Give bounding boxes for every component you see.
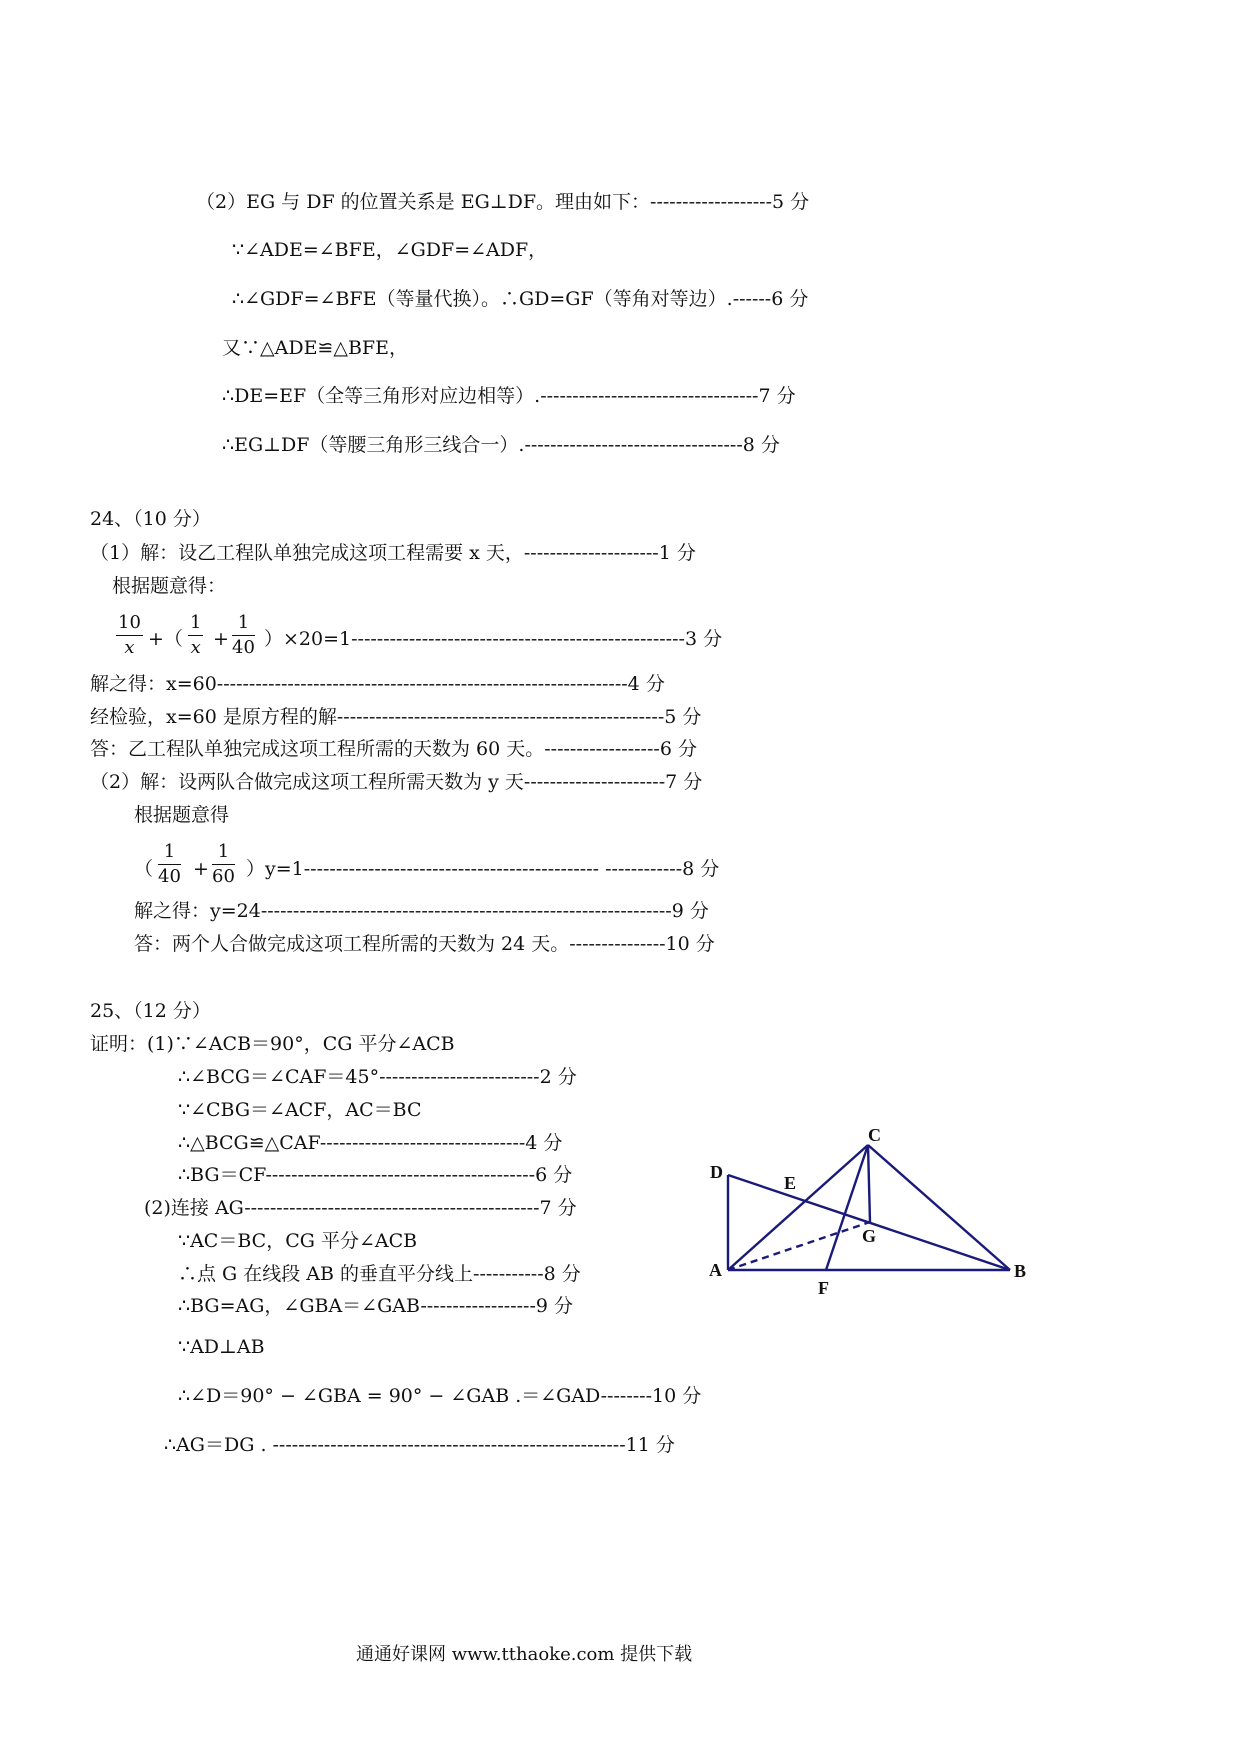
q24-header: 24、（10 分） — [90, 508, 211, 530]
q25-line-5: ∴BG＝CF------------------------------------------6 分 — [178, 1164, 573, 1186]
q25-header: 25、（12 分） — [90, 1000, 211, 1022]
q24-line-2: 根据题意得： — [112, 575, 227, 597]
q24-eq2-open: （ — [134, 858, 154, 880]
q24-line-8: 解之得：y=24----------------------------------------------------------------9 分 — [134, 900, 709, 922]
q24-eq1-frac-2-den: x — [190, 637, 201, 658]
label-e: E — [784, 1173, 797, 1193]
q24-eq1-frac-1 — [116, 614, 143, 657]
q23-line-6: ∴EG⊥DF（等腰三角形三线合一）.----------------------------------8 分 — [222, 434, 780, 456]
q24-eq2-frac-2-num: 1 — [212, 843, 235, 865]
segment-ag-dashed — [728, 1222, 870, 1270]
q24-eq1-frac-3 — [232, 614, 255, 657]
q24-line-1: （1）解：设乙工程队单独完成这项工程需要 x 天，---------------------1 分 — [90, 542, 696, 564]
q24-eq2-frac-1 — [158, 843, 181, 886]
figure-lines — [728, 1145, 1010, 1270]
label-d: D — [710, 1162, 723, 1182]
q23-line-5: ∴DE=EF（全等三角形对应边相等）.----------------------------------7 分 — [222, 385, 796, 407]
q24-eq2-plus: + — [193, 858, 209, 880]
segment-cg — [868, 1145, 870, 1222]
q25-line-11: ∴∠D＝90° − ∠GBA = 90° − ∠GAB .＝∠GAD--------10 分 — [178, 1385, 702, 1407]
q25-line-3: ∵∠CBG＝∠ACF，AC＝BC — [178, 1099, 422, 1121]
q24-line-6: （2）解：设两队合做完成这项工程所需天数为 y 天----------------------7 分 — [90, 771, 703, 793]
q24-eq2-frac-1-num: 1 — [158, 843, 181, 865]
q24-eq1-frac-2 — [188, 614, 203, 657]
q23-line-2: ∵∠ADE=∠BFE，∠GDF=∠ADF， — [232, 239, 548, 261]
q24-line-5: 答：乙工程队单独完成这项工程所需的天数为 60 天。------------------6 分 — [90, 738, 697, 760]
q24-eq1-plus-2: + — [213, 628, 229, 650]
label-c: C — [868, 1125, 881, 1145]
q25-line-8: ∴点 G 在线段 AB 的垂直平分线上-----------8 分 — [178, 1263, 581, 1285]
label-f: F — [818, 1278, 829, 1298]
label-b: B — [1014, 1261, 1027, 1281]
q23-line-4: 又∵△ADE≌△BFE， — [222, 337, 408, 359]
q24-eq1-tail: ）×20=1----------------------------------------------------3 分 — [264, 628, 723, 650]
q25-line-1: 证明：(1)∵∠ACB＝90°，CG 平分∠ACB — [90, 1033, 455, 1055]
q23-line-3: ∴∠GDF=∠BFE（等量代换）。∴GD=GF（等角对等边）.------6 分 — [232, 288, 809, 310]
q24-eq2-frac-2-den: 60 — [212, 866, 235, 887]
q24-eq1-frac-1-num: 10 — [116, 614, 143, 636]
q25-line-10: ∵AD⊥AB — [178, 1336, 265, 1358]
geometry-figure — [700, 1105, 1060, 1305]
label-a: A — [709, 1260, 722, 1280]
q24-line-4: 经检验，x=60 是原方程的解---------------------------------------------------5 分 — [90, 706, 702, 728]
q24-eq2-tail: ）y=1---------------------------------------------- ------------8 分 — [246, 858, 720, 880]
q25-line-7: ∵AC＝BC，CG 平分∠ACB — [178, 1230, 418, 1252]
segment-bc — [868, 1145, 1010, 1270]
q24-line-9: 答：两个人合做完成这项工程所需的天数为 24 天。---------------10 分 — [134, 933, 715, 955]
q23-line-1: （2）EG 与 DF 的位置关系是 EG⊥DF。理由如下：-------------------5 分 — [196, 191, 810, 213]
q24-eq2-frac-2 — [212, 843, 235, 886]
q24-eq1-frac-2-num: 1 — [188, 614, 203, 636]
label-g: G — [862, 1226, 877, 1246]
q25-line-4: ∴△BCG≌△CAF--------------------------------4 分 — [178, 1132, 563, 1154]
page-footer: 通通好课网 www.tthaoke.com 提供下载 — [356, 1644, 693, 1665]
q24-eq1-frac-3-num: 1 — [232, 614, 255, 636]
q24-eq1-frac-1-den: x — [124, 637, 135, 658]
q25-line-6: (2)连接 AG----------------------------------------------7 分 — [144, 1197, 577, 1219]
q24-eq1-frac-3-den: 40 — [232, 637, 255, 658]
q24-eq1-plus-1: +（ — [148, 628, 183, 650]
q25-line-12: ∴AG＝DG . -------------------------------------------------------11 分 — [164, 1434, 675, 1456]
q24-line-3: 解之得：x=60----------------------------------------------------------------4 分 — [90, 673, 665, 695]
q24-eq2-frac-1-den: 40 — [158, 866, 181, 887]
q24-line-7: 根据题意得 — [134, 804, 230, 826]
q25-line-9: ∴BG=AG，∠GBA＝∠GAB------------------9 分 — [178, 1295, 574, 1317]
q25-line-2: ∴∠BCG＝∠CAF＝45°-------------------------2 分 — [178, 1066, 577, 1088]
